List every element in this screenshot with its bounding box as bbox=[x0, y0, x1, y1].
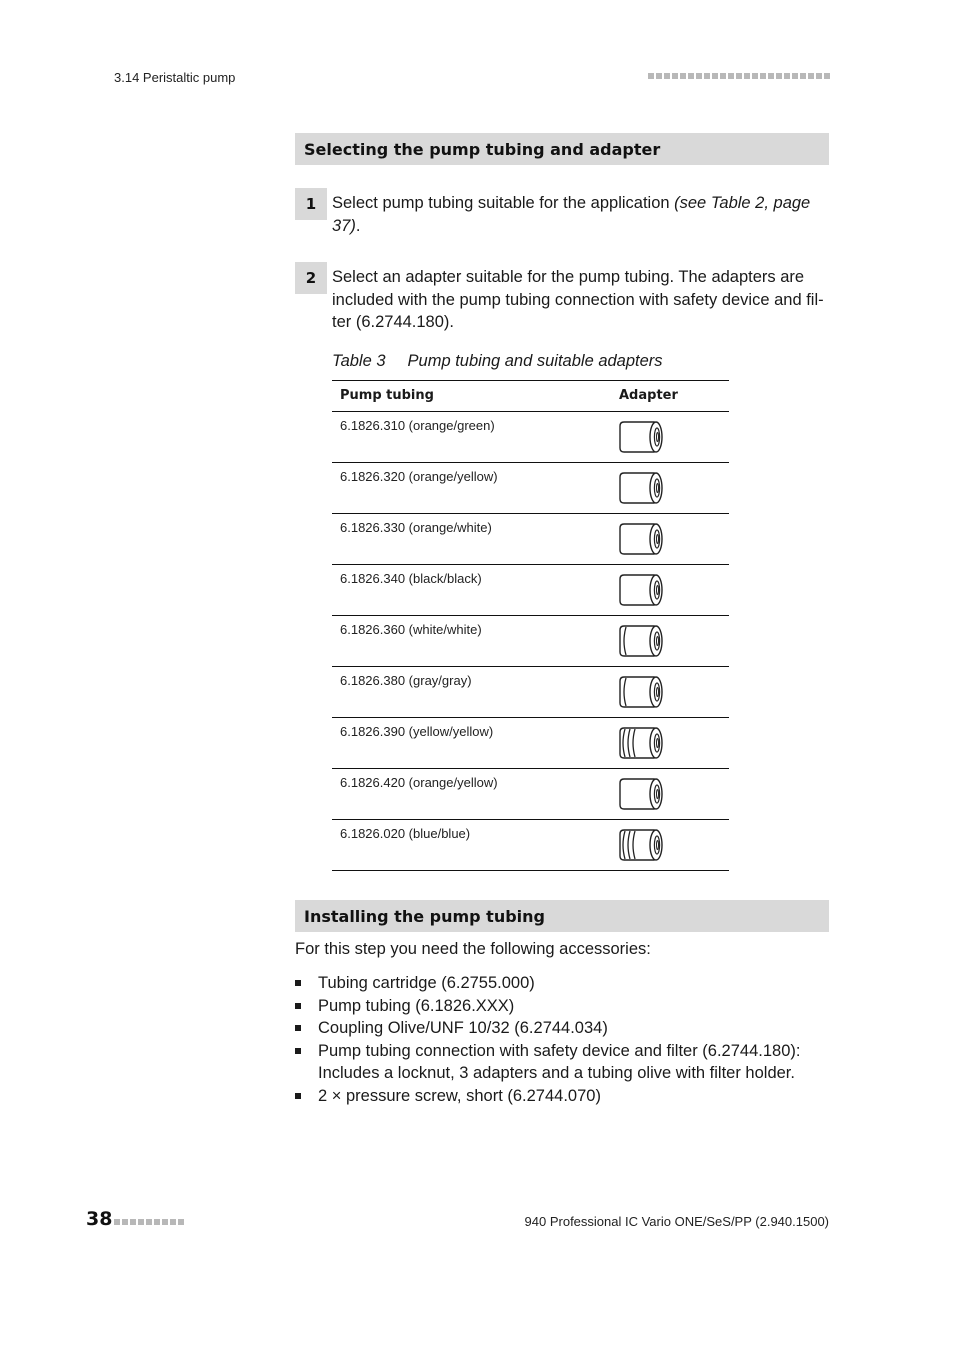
table-reference-link[interactable]: (see Table 2, page 37) bbox=[332, 194, 811, 235]
list-item bbox=[295, 1040, 829, 1085]
section-title: Selecting the pump tubing and adapter bbox=[304, 139, 661, 159]
section-intro: For this step you need the following accessories: bbox=[295, 940, 651, 958]
adapter-plain-icon bbox=[618, 571, 666, 609]
adapter-double-ring-icon bbox=[618, 826, 666, 864]
decorative-dot bbox=[154, 1219, 160, 1225]
step-text-body: Select pump tubing suitable for the application bbox=[332, 194, 675, 212]
tubing-cell: 6.1826.020 (blue/blue) bbox=[340, 826, 471, 841]
step-number: 2 bbox=[295, 262, 327, 294]
decorative-dot bbox=[688, 73, 694, 79]
table-caption-label: Table 3 bbox=[332, 352, 386, 370]
tubing-cell: 6.1826.340 (black/black) bbox=[340, 571, 482, 586]
adapter-plain-icon bbox=[618, 775, 666, 813]
decorative-dot bbox=[720, 73, 726, 79]
list-item-text: Coupling Olive/UNF 10/32 (6.2744.034) bbox=[318, 1019, 608, 1037]
table-row bbox=[332, 463, 729, 514]
adapter-double-ring-icon bbox=[618, 724, 666, 762]
decorative-dot bbox=[696, 73, 702, 79]
bullet-square-icon bbox=[295, 1003, 301, 1009]
header-dot-strip bbox=[648, 73, 830, 79]
decorative-dot bbox=[656, 73, 662, 79]
section-heading-bar bbox=[295, 133, 829, 165]
bullet-square-icon bbox=[295, 1025, 301, 1031]
section-heading-bar bbox=[295, 900, 829, 932]
section-title: Installing the pump tubing bbox=[304, 906, 545, 926]
decorative-dot bbox=[792, 73, 798, 79]
list-item-text: Pump tubing connection with safety device and filter (6.2744.180): Includes a locknut, 3 adapters and a tubing olive with filter holder. bbox=[318, 1041, 801, 1082]
decorative-dot bbox=[760, 73, 766, 79]
decorative-dot bbox=[672, 73, 678, 79]
decorative-dot bbox=[178, 1219, 184, 1225]
list-item bbox=[295, 995, 829, 1018]
list-item-text: Tubing cartridge (6.2755.000) bbox=[318, 974, 535, 992]
bullet-square-icon bbox=[295, 1093, 301, 1099]
step-number: 1 bbox=[295, 188, 327, 220]
tubing-cell: 6.1826.390 (yellow/yellow) bbox=[340, 724, 494, 739]
footer-dot-strip bbox=[114, 1219, 184, 1225]
table-header-row bbox=[332, 381, 729, 412]
decorative-dot bbox=[122, 1219, 128, 1225]
table-row bbox=[332, 820, 729, 871]
adapter-plain-icon bbox=[618, 469, 666, 507]
table-body bbox=[332, 412, 729, 871]
decorative-dot bbox=[776, 73, 782, 79]
tubing-cell: 6.1826.380 (gray/gray) bbox=[340, 673, 472, 688]
column-header-tubing: Pump tubing bbox=[340, 388, 434, 403]
footer-product-title: 940 Professional IC Vario ONE/SeS/PP (2.940.1500) bbox=[524, 1214, 829, 1229]
decorative-dot bbox=[162, 1219, 168, 1225]
adapter-ring-icon bbox=[618, 673, 666, 711]
list-item bbox=[295, 1085, 829, 1108]
decorative-dot bbox=[648, 73, 654, 79]
table-row bbox=[332, 412, 729, 463]
decorative-dot bbox=[728, 73, 734, 79]
table-caption bbox=[332, 352, 663, 371]
adapter-table bbox=[332, 380, 729, 871]
decorative-dot bbox=[816, 73, 822, 79]
table-row bbox=[332, 514, 729, 565]
list-item bbox=[295, 972, 829, 995]
tubing-cell: 6.1826.330 (orange/white) bbox=[340, 520, 492, 535]
decorative-dot bbox=[808, 73, 814, 79]
decorative-dot bbox=[114, 1219, 120, 1225]
tubing-cell: 6.1826.360 (white/white) bbox=[340, 622, 482, 637]
decorative-dot bbox=[744, 73, 750, 79]
decorative-dot bbox=[138, 1219, 144, 1225]
decorative-dot bbox=[736, 73, 742, 79]
column-header-adapter: Adapter bbox=[619, 388, 678, 403]
decorative-dot bbox=[146, 1219, 152, 1225]
tubing-cell: 6.1826.420 (orange/yellow) bbox=[340, 775, 498, 790]
decorative-dot bbox=[712, 73, 718, 79]
page-number: 38 bbox=[86, 1208, 113, 1230]
table-row bbox=[332, 565, 729, 616]
bullet-square-icon bbox=[295, 1048, 301, 1054]
adapter-plain-icon bbox=[618, 520, 666, 558]
running-header-section: 3.14 Peristaltic pump bbox=[114, 70, 236, 85]
step-text bbox=[332, 192, 829, 237]
decorative-dot bbox=[768, 73, 774, 79]
adapter-plain-icon bbox=[618, 418, 666, 456]
table-row bbox=[332, 667, 729, 718]
list-item-text: Pump tubing (6.1826.XXX) bbox=[318, 996, 515, 1015]
table-row bbox=[332, 616, 729, 667]
decorative-dot bbox=[800, 73, 806, 79]
decorative-dot bbox=[752, 73, 758, 79]
list-item bbox=[295, 1017, 829, 1040]
step-text: Select an adapter suitable for the pump tubing. The adapters are included with the pump tubing connection with safety device and fil-ter (6.2744.180). bbox=[332, 268, 824, 331]
decorative-dot bbox=[704, 73, 710, 79]
bullet-square-icon bbox=[295, 980, 301, 986]
decorative-dot bbox=[824, 73, 830, 79]
table-caption-title: Pump tubing and suitable adapters bbox=[407, 352, 663, 370]
tubing-cell: 6.1826.310 (orange/green) bbox=[340, 418, 495, 433]
list-item-text: 2 × pressure screw, short (6.2744.070) bbox=[318, 1086, 601, 1105]
table-row bbox=[332, 769, 729, 820]
tubing-cell: 6.1826.320 (orange/yellow) bbox=[340, 469, 498, 484]
decorative-dot bbox=[680, 73, 686, 79]
decorative-dot bbox=[170, 1219, 176, 1225]
adapter-ring-icon bbox=[618, 622, 666, 660]
decorative-dot bbox=[664, 73, 670, 79]
table-row bbox=[332, 718, 729, 769]
accessory-list bbox=[295, 972, 829, 1107]
decorative-dot bbox=[130, 1219, 136, 1225]
step-text-end: . bbox=[355, 216, 361, 235]
decorative-dot bbox=[784, 73, 790, 79]
